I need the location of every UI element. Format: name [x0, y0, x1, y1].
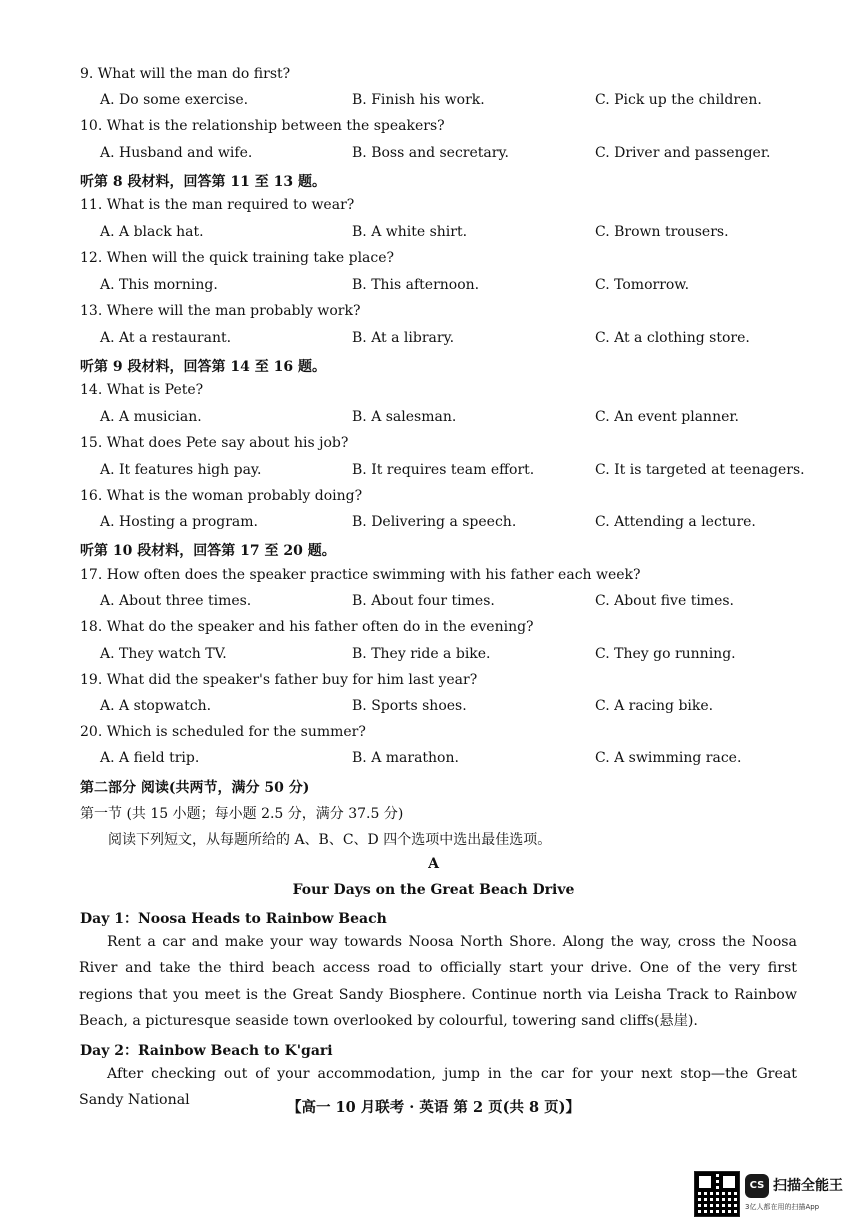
question-17: 17. How often does the speaker practice swimming with his father each week?	[80, 567, 641, 583]
option-10c: C. Driver and passenger.	[595, 145, 771, 161]
option-19c: C. A racing bike.	[595, 698, 714, 714]
section-label-10: 听第 10 段材料，回答第 17 至 20 题。	[80, 543, 336, 559]
option-14c: C. An event planner.	[595, 409, 739, 425]
option-18c: C. They go running.	[595, 646, 736, 662]
question-14: 14. What is Pete?	[80, 382, 204, 398]
option-18b: B. They ride a bike.	[352, 646, 491, 662]
day1-heading: Day 1：Noosa Heads to Rainbow Beach	[80, 911, 387, 927]
camscanner-logo-icon: CS	[745, 1174, 769, 1198]
option-15b: B. It requires team effort.	[352, 462, 535, 478]
option-12a: A. This morning.	[100, 277, 218, 293]
page-footer: 【高一 10 月联考 · 英语 第 2 页(共 8 页)】	[286, 1099, 581, 1116]
option-10b: B. Boss and secretary.	[352, 145, 509, 161]
day1-paragraph: Rent a car and make your way towards Noosa North Shore. Along the way, cross the Noosa River and take the third beach access road to officially start your drive. One of the very first regions that you meet is the Great Sandy Biosphere. Continue north via Leisha Track to Rainbow Beach, a picturesque seaside town overlooked by colourful, towering sand cliffs(悬崖).	[79, 934, 797, 1029]
option-17a: A. About three times.	[100, 593, 252, 609]
qr-code-icon	[694, 1171, 740, 1217]
option-15c: C. It is targeted at teenagers.	[595, 462, 805, 478]
section-label-9: 听第 9 段材料，回答第 14 至 16 题。	[80, 359, 326, 375]
question-18: 18. What do the speaker and his father often do in the evening?	[80, 619, 534, 635]
question-10: 10. What is the relationship between the speakers?	[80, 118, 445, 134]
option-19a: A. A stopwatch.	[100, 698, 212, 714]
part2-section1: 第一节 (共 15 小题；每小题 2.5 分，满分 37.5 分)	[80, 806, 404, 822]
option-11b: B. A white shirt.	[352, 224, 468, 240]
option-11a: A. A black hat.	[100, 224, 204, 240]
option-9a: A. Do some exercise.	[100, 92, 249, 108]
option-20b: B. A marathon.	[352, 750, 459, 766]
option-12c: C. Tomorrow.	[595, 277, 690, 293]
option-20a: A. A field trip.	[100, 750, 200, 766]
option-16c: C. Attending a lecture.	[595, 514, 756, 530]
option-16a: A. Hosting a program.	[100, 514, 258, 530]
part2-instruction: 阅读下列短文，从每题所给的 A、B、C、D 四个选项中选出最佳选项。	[108, 832, 552, 848]
question-15: 15. What does Pete say about his job?	[80, 435, 349, 451]
option-12b: B. This afternoon.	[352, 277, 480, 293]
option-11c: C. Brown trousers.	[595, 224, 729, 240]
scanner-app-name: 扫描全能王	[773, 1178, 843, 1194]
question-11: 11. What is the man required to wear?	[80, 197, 355, 213]
option-16b: B. Delivering a speech.	[352, 514, 517, 530]
option-17b: B. About four times.	[352, 593, 495, 609]
option-18a: A. They watch TV.	[100, 646, 227, 662]
question-16: 16. What is the woman probably doing?	[80, 488, 363, 504]
option-13b: B. At a library.	[352, 330, 455, 346]
option-20c: C. A swimming race.	[595, 750, 742, 766]
passage-letter: A	[428, 856, 439, 872]
section-label-8: 听第 8 段材料，回答第 11 至 13 题。	[80, 174, 326, 190]
option-14a: A. A musician.	[100, 409, 202, 425]
question-12: 12. When will the quick training take place?	[80, 250, 395, 266]
day2-heading: Day 2：Rainbow Beach to K'gari	[80, 1043, 333, 1059]
question-19: 19. What did the speaker's father buy for him last year?	[80, 672, 478, 688]
question-9: 9. What will the man do first?	[80, 66, 291, 82]
option-15a: A. It features high pay.	[100, 462, 262, 478]
question-20: 20. Which is scheduled for the summer?	[80, 724, 366, 740]
option-13a: A. At a restaurant.	[100, 330, 232, 346]
option-14b: B. A salesman.	[352, 409, 457, 425]
option-9c: C. Pick up the children.	[595, 92, 762, 108]
option-17c: C. About five times.	[595, 593, 734, 609]
option-19b: B. Sports shoes.	[352, 698, 467, 714]
option-13c: C. At a clothing store.	[595, 330, 750, 346]
option-10a: A. Husband and wife.	[100, 145, 253, 161]
scanner-tagline: 3亿人都在用的扫描App	[745, 1203, 820, 1211]
question-13: 13. Where will the man probably work?	[80, 303, 361, 319]
option-9b: B. Finish his work.	[352, 92, 485, 108]
day2-paragraph: After checking out of your accommodation, jump in the car for your next stop—the Great Sandy National	[79, 1066, 797, 1109]
passage-title: Four Days on the Great Beach Drive	[292, 882, 575, 898]
part2-heading: 第二部分 阅读(共两节，满分 50 分)	[80, 780, 310, 796]
